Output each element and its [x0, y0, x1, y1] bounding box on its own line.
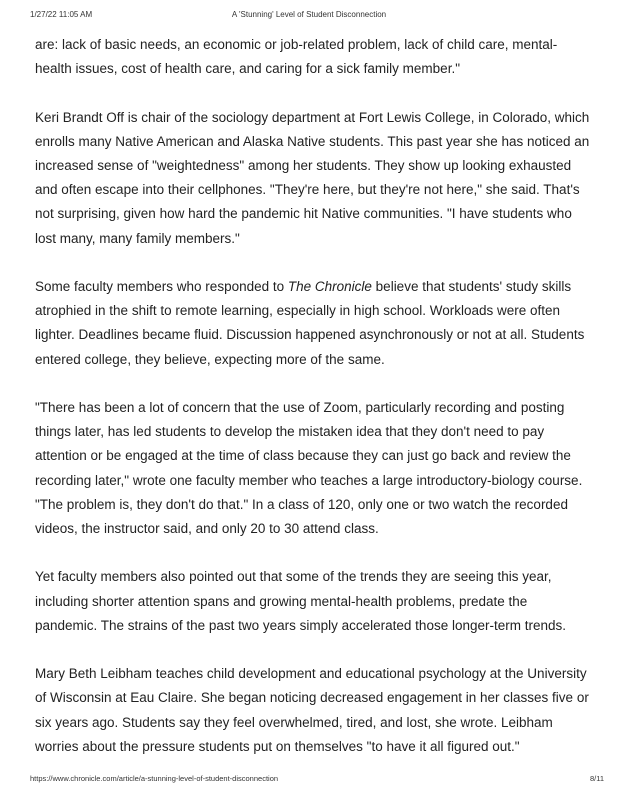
article-paragraph-1: are: lack of basic needs, an economic or job-related problem, lack of child care, mental-health issues, cost of health care, and caring for a sick family member.": [35, 37, 558, 77]
page-url: https://www.chronicle.com/article/a-stunning-level-of-student-disconnection: [30, 774, 279, 783]
article-paragraph-3-text-b: believe that students' study skills atrophied in the shift to remote learning, especially in high school. Workloads were often lighter. Deadlines became fluid. Discussion happened asynchronously or not at all. Students entered college, they believe, expecting more of the same.: [35, 279, 585, 367]
article-paragraph-3: [35, 275, 593, 372]
article-paragraph-3-text-a: Some faculty members who responded to: [35, 279, 288, 294]
article-body: [35, 33, 593, 783]
page-number: 8/11: [589, 774, 604, 783]
article-paragraph-6: Mary Beth Leibham teaches child development and educational psychology at the University of Wisconsin at Eau Claire. She began noticing decreased engagement in her classes five or six years ago. Students say they feel overwhelmed, tired, and lost, she wrote. Leibham worries about the pressure students put on themselves "to have it all figured out.": [35, 666, 589, 754]
print-page-title: A 'Stunning' Level of Student Disconnection: [231, 10, 387, 19]
print-timestamp: 1/27/22 11:05 AM: [30, 10, 93, 19]
publication-name: The Chronicle: [287, 279, 372, 294]
article-paragraph-2: Keri Brandt Off is chair of the sociology department at Fort Lewis College, in Colorado, which enrolls many Native American and Alaska Native students. This past year she has noticed an increased sense of "weightedness" among her students. They show up looking exhausted and often escape into their cellphones. "They're here, but they're not here," she said. That's not surprising, given how hard the pandemic hit Native communities. "I have students who lost many, many family members.": [35, 109, 590, 246]
article-paragraph-5: Yet faculty members also pointed out that some of the trends they are seeing this year, including shorter attention spans and growing mental-health problems, predate the pandemic. The strains of the past two years simply accelerated those longer-term trends.: [35, 569, 567, 633]
article-paragraph-4: "There has been a lot of concern that the use of Zoom, particularly recording and posting things later, has led students to develop the mistaken idea that they don't need to pay attention or be engaged at the time of class because they can just go back and review the recording later," wrote one faculty member who teaches a large introductory-biology course. "The problem is, they don't do that." In a class of 120, only one or two watch the recorded videos, the instructor said, and only 20 to 30 attend class.: [35, 400, 583, 537]
print-footer: [0, 774, 618, 788]
print-header: [0, 10, 618, 24]
